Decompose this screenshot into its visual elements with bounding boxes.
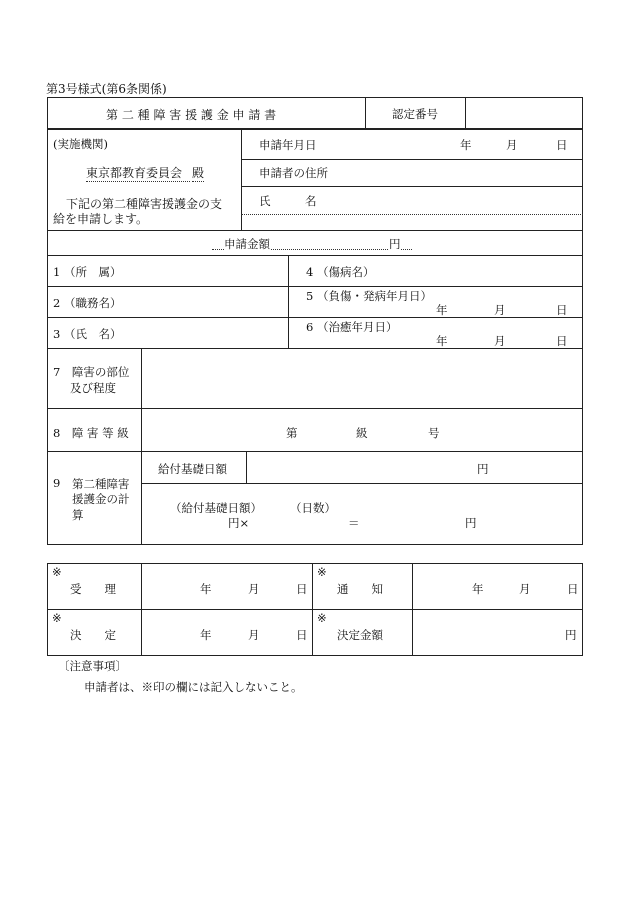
daily-base-label: 給付基礎日額 <box>158 462 227 476</box>
calc-daily-label: （給付基礎日額） <box>170 501 262 515</box>
item-calc-2: 援護金の計 <box>72 492 130 506</box>
request-line-2: 給を申請します。 <box>53 212 149 226</box>
certification-number-field[interactable] <box>470 106 578 122</box>
item-calc-3: 算 <box>72 508 84 522</box>
item-disability-grade: 8 障 害 等 級 <box>53 426 129 440</box>
item-injury-name: 4 （傷病名） <box>306 265 375 279</box>
date-day: 日 <box>556 138 568 152</box>
notice-label: 通 知 <box>337 582 383 596</box>
calc-days-label: （日数） <box>290 501 336 515</box>
amount-label: 申請金額 <box>224 237 270 251</box>
item-disability-part-1: 7 障害の部位 <box>53 365 130 379</box>
item-name: 3 （氏 名） <box>53 327 122 341</box>
notes-heading: 〔注意事項〕 <box>58 659 127 673</box>
date-year: 年 <box>460 138 472 152</box>
form-number: 第3号様式(第6条関係) <box>46 82 167 96</box>
item-disability-part-2: 及び程度 <box>70 381 116 395</box>
decision-label: 決 定 <box>70 628 116 642</box>
item-injury-date: 5 （負傷・発病年月日） <box>306 289 432 303</box>
item-job-title: 2 （職務名） <box>53 296 122 310</box>
amount-unit: 円 <box>389 237 401 251</box>
item-affiliation: 1 （所 属） <box>53 265 122 279</box>
certification-label: 認定番号 <box>392 107 438 121</box>
notes-text: 申請者は、※印の欄には記入しないこと。 <box>84 680 303 694</box>
request-line-1: 下記の第二種障害援護金の支 <box>66 197 223 211</box>
org-label: (実施機関) <box>53 137 108 151</box>
item-recovery-date: 6 （治癒年月日） <box>306 320 398 334</box>
form-title: 第 二 種 障 害 援 護 金 申 請 書 <box>106 108 277 122</box>
date-month: 月 <box>506 138 518 152</box>
receipt-label: 受 理 <box>70 582 116 596</box>
addressee: 東京都教育委員会 <box>86 164 190 182</box>
item-calc-1: 第二種障害 <box>72 477 130 491</box>
address-label: 申請者の住所 <box>259 166 328 180</box>
honorific: 殿 <box>192 166 205 180</box>
decision-amount-label: 決定金額 <box>337 628 383 642</box>
application-date-label: 申請年月日 <box>259 138 317 152</box>
name-label: 氏 名 <box>259 194 317 208</box>
